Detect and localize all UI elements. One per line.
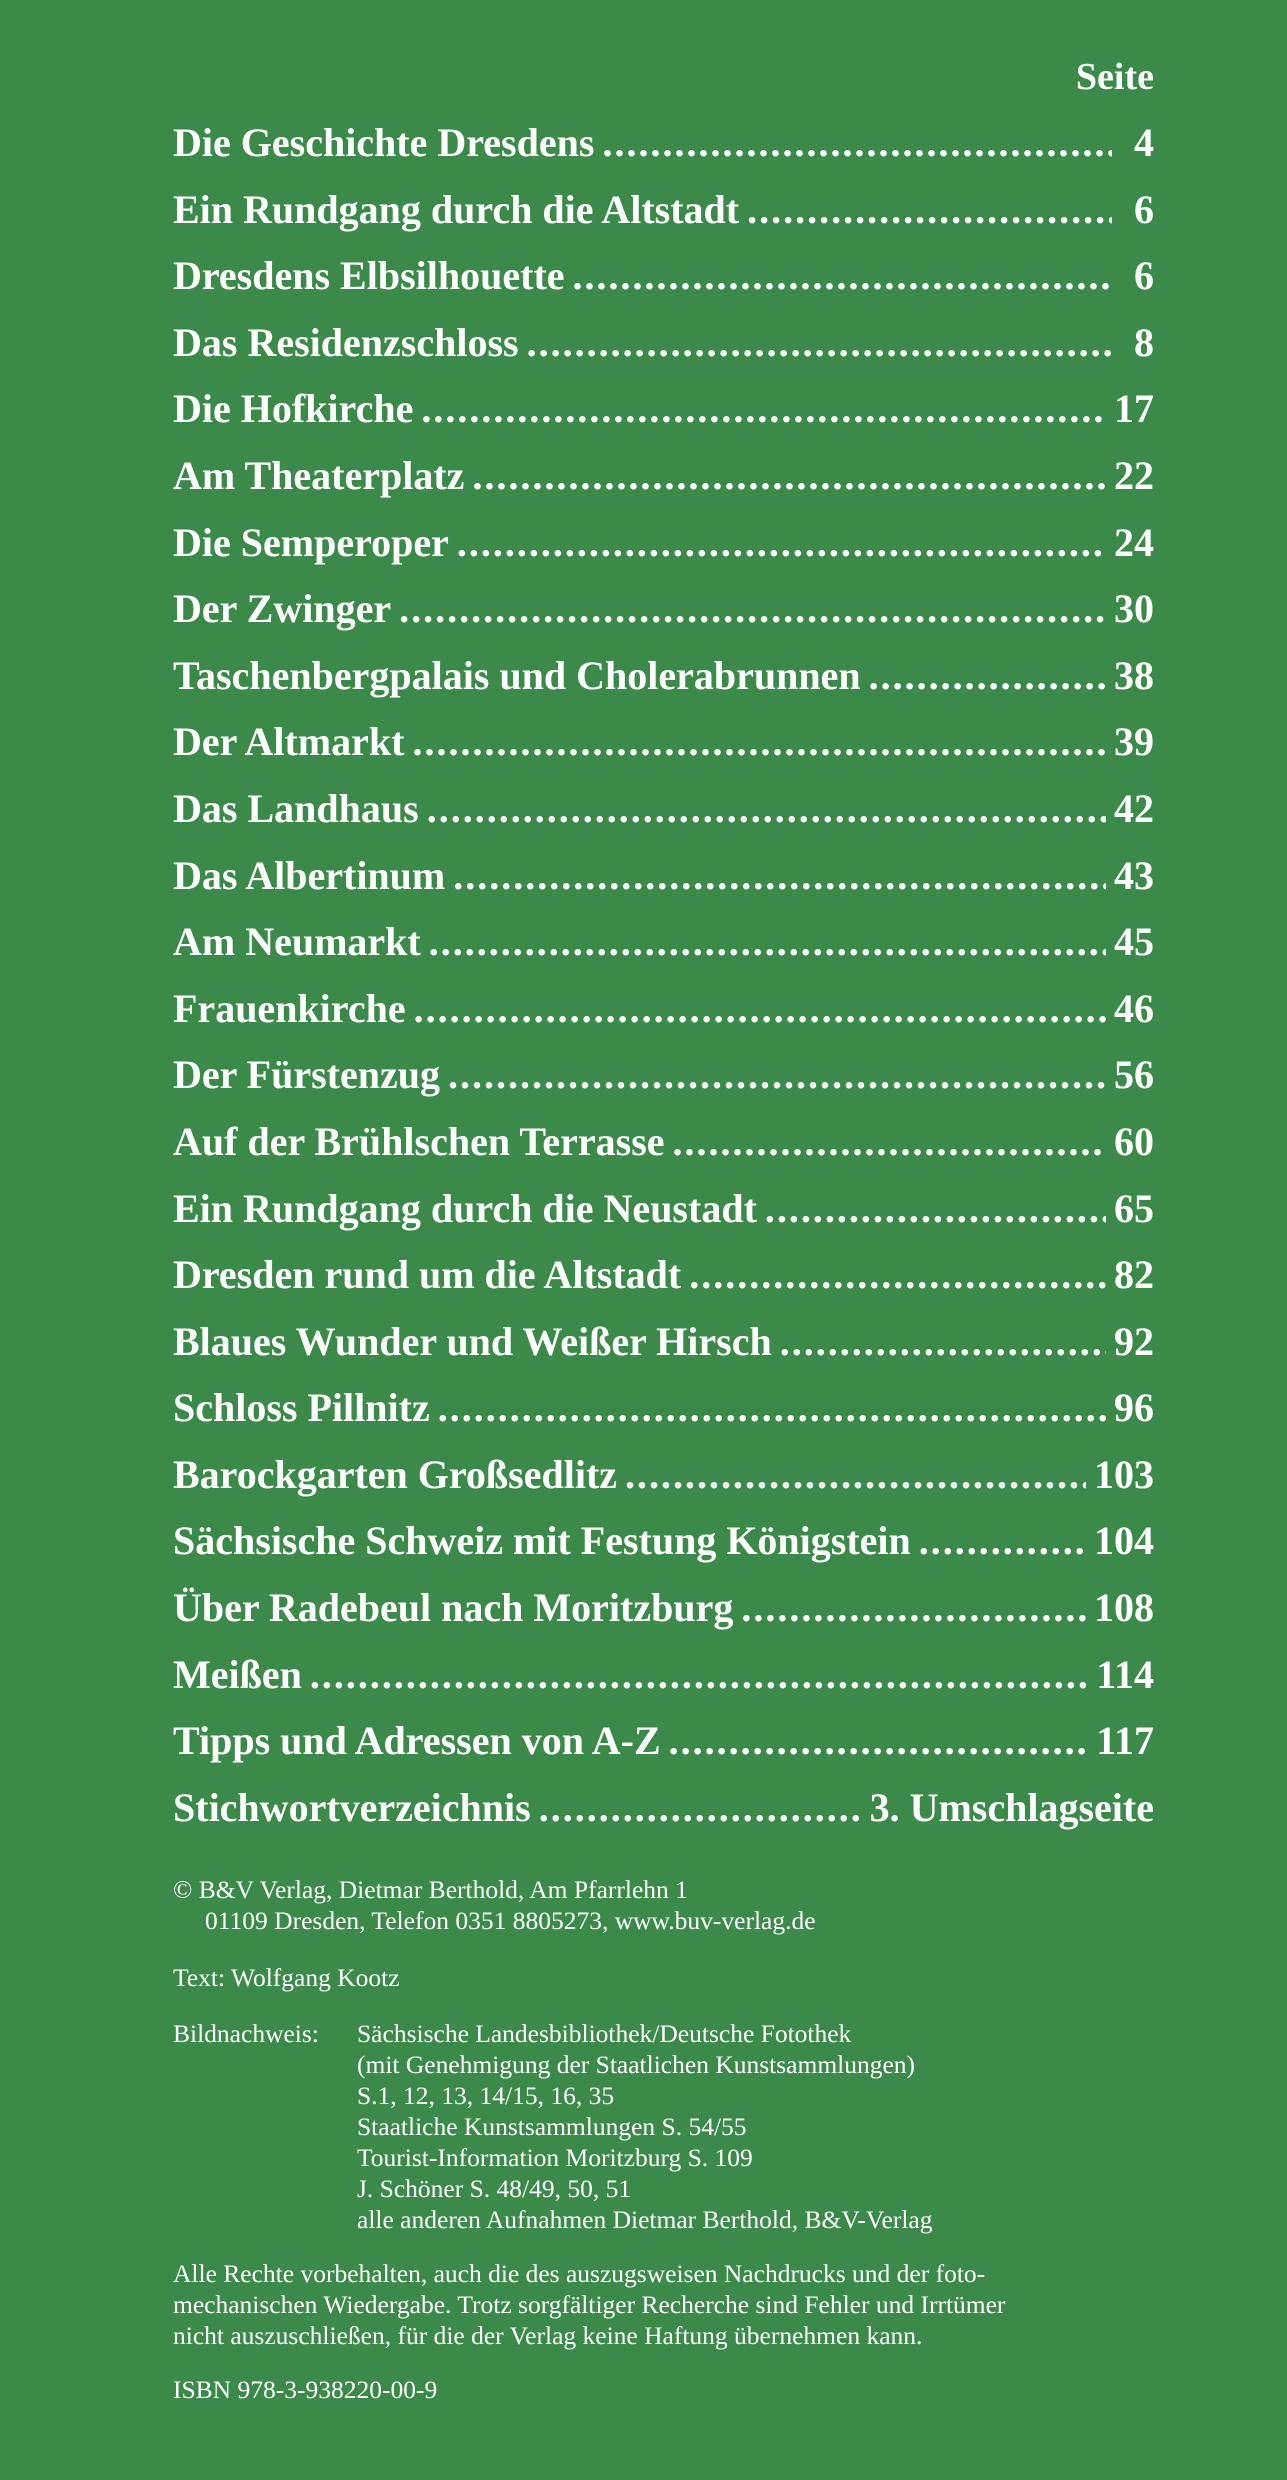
toc-dot-leader bbox=[427, 776, 1106, 843]
toc-entry-title: Schloss Pillnitz bbox=[173, 1385, 430, 1431]
toc-entry-title: Über Radebeul nach Moritzburg bbox=[173, 1585, 734, 1631]
toc-dot-leader bbox=[438, 1375, 1106, 1442]
toc-entry bbox=[173, 510, 1154, 577]
toc-entry bbox=[173, 576, 1154, 643]
toc-entry-page: 65 bbox=[1114, 1185, 1154, 1231]
toc-entry bbox=[173, 1176, 1154, 1243]
toc-entry-title: Frauenkirche bbox=[173, 985, 406, 1031]
toc-entry-title: Der Fürstenzug bbox=[173, 1052, 440, 1098]
toc-entry bbox=[173, 243, 1154, 310]
image-credits-list bbox=[357, 2018, 1173, 2235]
rights-line: Alle Rechte vorbehalten, auch die des auszugsweisen Nachdrucks und der foto- bbox=[173, 2259, 986, 2288]
toc-entry-page: 96 bbox=[1114, 1385, 1154, 1431]
toc-dot-leader bbox=[919, 1508, 1086, 1575]
toc-entry bbox=[173, 776, 1154, 843]
toc-entry-page: 3. Umschlagseite bbox=[869, 1784, 1154, 1830]
toc-entry-page: 46 bbox=[1114, 985, 1154, 1031]
toc-entry-title: Die Semperoper bbox=[173, 519, 449, 565]
toc-entry-title: Der Altmarkt bbox=[173, 719, 405, 765]
toc-entry-title: Barockgarten Großsedlitz bbox=[173, 1451, 618, 1497]
toc-dot-leader bbox=[741, 1575, 1086, 1642]
toc-entry-title: Das Albertinum bbox=[173, 852, 446, 898]
isbn: ISBN 978-3-938220-00-9 bbox=[173, 2375, 438, 2404]
toc-entry-page: 8 bbox=[1134, 319, 1154, 365]
image-credit-line: (mit Genehmigung der Staatlichen Kunstsammlungen) bbox=[357, 2050, 916, 2079]
toc-dot-leader bbox=[414, 976, 1106, 1043]
toc-entry-page: 6 bbox=[1134, 186, 1154, 232]
image-credits-label: Bildnachweis: bbox=[173, 2019, 319, 2048]
toc-dot-leader bbox=[765, 1176, 1106, 1243]
toc-entry-page: 114 bbox=[1096, 1651, 1154, 1697]
toc-dot-leader bbox=[457, 510, 1106, 577]
toc-entry-title: Das Landhaus bbox=[173, 785, 419, 831]
toc-dot-leader bbox=[453, 843, 1106, 910]
toc-entry-page: 4 bbox=[1134, 120, 1154, 165]
toc-entry-page: 56 bbox=[1114, 1052, 1154, 1098]
toc-entry bbox=[173, 1708, 1154, 1775]
toc-entry bbox=[173, 1042, 1154, 1109]
toc-entry bbox=[173, 909, 1154, 976]
image-credits bbox=[173, 2018, 1173, 2235]
toc-entry bbox=[173, 843, 1154, 910]
toc-entry-title: Meißen bbox=[173, 1651, 302, 1697]
toc-entry-page: 45 bbox=[1114, 919, 1154, 965]
toc-dot-leader bbox=[669, 1708, 1089, 1775]
toc-entry bbox=[173, 709, 1154, 776]
toc-entry-page: 60 bbox=[1114, 1118, 1154, 1164]
toc-dot-leader bbox=[421, 376, 1106, 443]
toc-dot-leader bbox=[780, 1309, 1106, 1376]
toc-entry bbox=[173, 976, 1154, 1043]
rights-line: nicht auszuschließen, für die der Verlag keine Haftung übernehmen kann. bbox=[173, 2321, 923, 2350]
rights-line: mechanischen Wiedergabe. Trotz sorgfältiger Recherche sind Fehler und Irrtümer bbox=[173, 2290, 1006, 2319]
toc-entry bbox=[173, 1375, 1154, 1442]
toc-entry bbox=[173, 1575, 1154, 1642]
toc-dot-leader bbox=[448, 1042, 1106, 1109]
toc-dot-leader bbox=[539, 1775, 862, 1842]
image-credit-line: Sächsische Landesbibliothek/Deutsche Fotothek bbox=[357, 2019, 852, 2048]
toc-entry-page: 43 bbox=[1114, 852, 1154, 898]
toc-entry bbox=[173, 310, 1154, 377]
toc-list bbox=[173, 110, 1154, 1841]
rights-notice bbox=[173, 2258, 1163, 2351]
toc-dot-leader bbox=[399, 576, 1106, 643]
toc-entry-title: Tipps und Adressen von A-Z bbox=[173, 1718, 661, 1764]
image-credit-line: Staatliche Kunstsammlungen S. 54/55 bbox=[357, 2112, 747, 2141]
toc-entry-page: 17 bbox=[1114, 386, 1154, 432]
toc-dot-leader bbox=[673, 1109, 1106, 1176]
toc-entry-title: Die Hofkirche bbox=[173, 386, 414, 432]
publisher-address-line: © B&V Verlag, Dietmar Berthold, Am Pfarrlehn 1 bbox=[173, 1875, 688, 1904]
toc-entry-title: Auf der Brühlschen Terrasse bbox=[173, 1118, 665, 1164]
page-column-header: Seite bbox=[1075, 56, 1154, 98]
toc-entry bbox=[173, 1775, 1154, 1842]
toc-entry bbox=[173, 1508, 1154, 1575]
toc-dot-leader bbox=[625, 1442, 1086, 1509]
image-credit-line: S.1, 12, 13, 14/15, 16, 35 bbox=[357, 2081, 615, 2110]
toc-entry bbox=[173, 443, 1154, 510]
toc-dot-leader bbox=[412, 709, 1106, 776]
toc-entry bbox=[173, 110, 1154, 177]
toc-entry-page: 82 bbox=[1114, 1252, 1154, 1298]
publisher-info bbox=[173, 1874, 1173, 1936]
toc-entry-title: Die Geschichte Dresdens bbox=[173, 120, 595, 165]
toc-entry-page: 108 bbox=[1094, 1585, 1154, 1631]
toc-dot-leader bbox=[310, 1642, 1088, 1709]
toc-entry-page: 103 bbox=[1094, 1451, 1154, 1497]
toc-dot-leader bbox=[602, 110, 1112, 177]
toc-entry-title: Das Residenzschloss bbox=[173, 319, 519, 365]
image-credit-line: J. Schöner S. 48/49, 50, 51 bbox=[357, 2174, 632, 2203]
toc-dot-leader bbox=[573, 243, 1112, 310]
toc-entry-page: 24 bbox=[1114, 519, 1154, 565]
toc-entry-page: 39 bbox=[1114, 719, 1154, 765]
toc-dot-leader bbox=[429, 909, 1106, 976]
toc-entry-title: Stichwortverzeichnis bbox=[173, 1784, 531, 1830]
toc-entry-title: Ein Rundgang durch die Neustadt bbox=[173, 1185, 757, 1231]
toc-entry bbox=[173, 376, 1154, 443]
image-credit-line: alle anderen Aufnahmen Dietmar Berthold, B&V-Verlag bbox=[357, 2205, 933, 2234]
toc-entry bbox=[173, 643, 1154, 710]
toc-entry-title: Der Zwinger bbox=[173, 586, 392, 632]
text-author: Text: Wolfgang Kootz bbox=[173, 1963, 400, 1992]
toc-entry-title: Dresdens Elbsilhouette bbox=[173, 253, 565, 299]
toc-entry-page: 38 bbox=[1114, 652, 1154, 698]
toc-entry-page: 117 bbox=[1096, 1718, 1154, 1764]
toc-entry-title: Dresden rund um die Altstadt bbox=[173, 1252, 682, 1298]
toc-entry-page: 92 bbox=[1114, 1318, 1154, 1364]
toc-entry-page: 104 bbox=[1094, 1518, 1154, 1564]
toc-entry-page: 42 bbox=[1114, 785, 1154, 831]
table-of-contents bbox=[173, 44, 1154, 1841]
toc-entry bbox=[173, 1242, 1154, 1309]
toc-dot-leader bbox=[869, 643, 1106, 710]
publisher-contact-line: 01109 Dresden, Telefon 0351 8805273, www.buv-verlag.de bbox=[205, 1906, 816, 1935]
toc-dot-leader bbox=[527, 310, 1112, 377]
toc-entry-title: Am Theaterplatz bbox=[173, 452, 465, 498]
toc-entry-page: 22 bbox=[1114, 452, 1154, 498]
toc-entry-title: Sächsische Schweiz mit Festung Königstein bbox=[173, 1518, 911, 1564]
toc-dot-leader bbox=[747, 177, 1112, 244]
toc-entry bbox=[173, 177, 1154, 244]
toc-entry-title: Taschenbergpalais und Cholerabrunnen bbox=[173, 652, 861, 698]
toc-entry-page: 30 bbox=[1114, 586, 1154, 632]
toc-dot-leader bbox=[472, 443, 1106, 510]
toc-entry-title: Blaues Wunder und Weißer Hirsch bbox=[173, 1318, 772, 1364]
toc-entry-title: Am Neumarkt bbox=[173, 919, 421, 965]
toc-entry bbox=[173, 1109, 1154, 1176]
image-credit-line: Tourist-Information Moritzburg S. 109 bbox=[357, 2143, 753, 2172]
toc-entry bbox=[173, 1309, 1154, 1376]
toc-dot-leader bbox=[689, 1242, 1106, 1309]
toc-entry bbox=[173, 1442, 1154, 1509]
toc-entry-page: 6 bbox=[1134, 253, 1154, 299]
toc-entry bbox=[173, 1642, 1154, 1709]
toc-entry-title: Ein Rundgang durch die Altstadt bbox=[173, 186, 740, 232]
